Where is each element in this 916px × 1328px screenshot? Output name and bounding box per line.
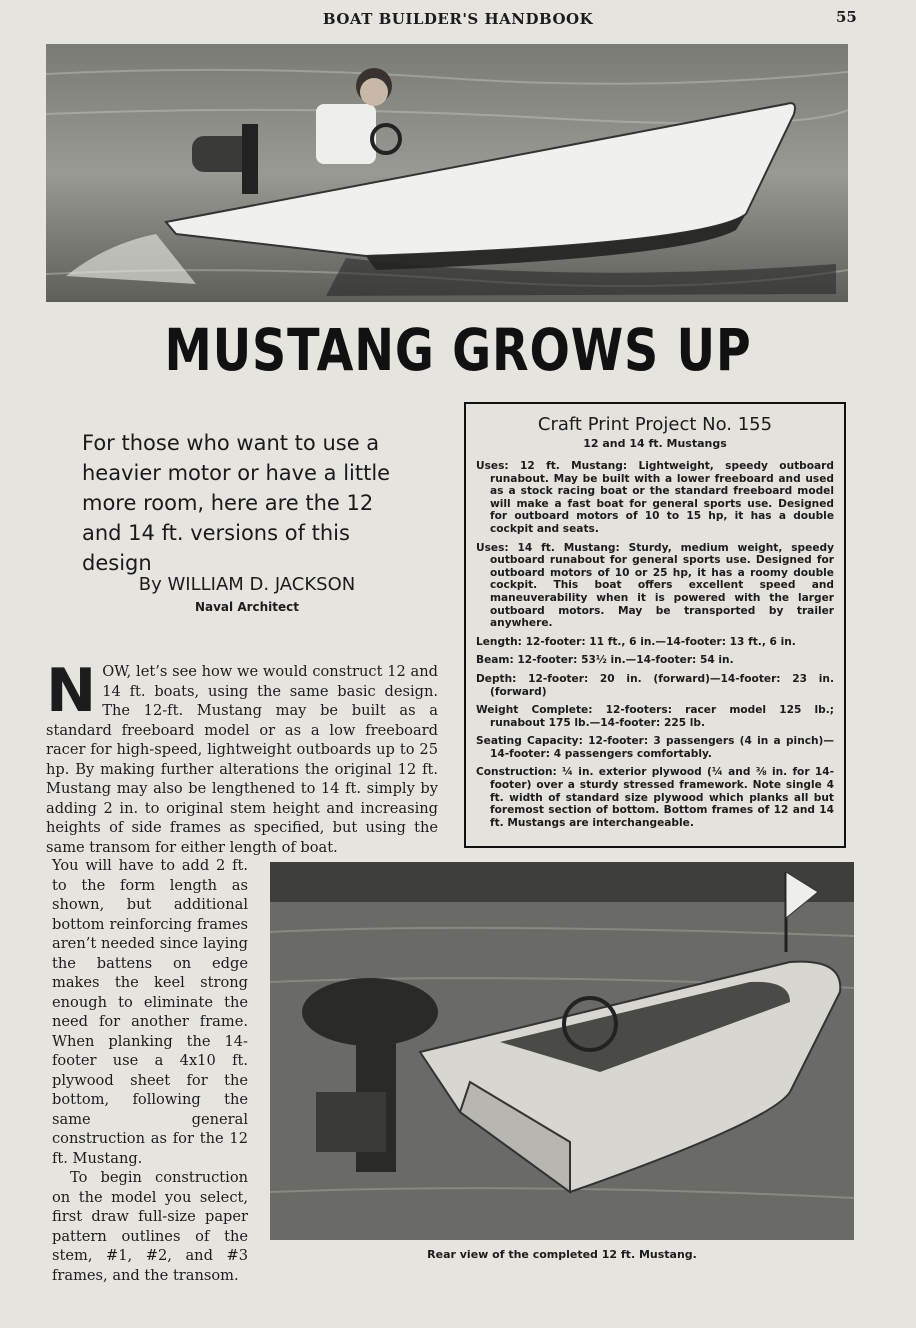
spec-entry-length: Length: 12-footer: 11 ft., 6 in.—14-footer: 13 ft., 6 in. <box>476 635 796 648</box>
headline: MUSTANG GROWS UP <box>164 316 752 384</box>
drop-cap: N <box>46 656 97 726</box>
body-text-left-column <box>52 856 248 1285</box>
paragraph-1-continued: You will have to add 2 ft. to the form length as shown, but additional bottom reinforcing frames aren’t needed since laying the battens on edge makes the keel strong enough to eliminate the need for another frame. When planking the 14-footer use a 4x10 ft. plywood sheet for the bottom, following the same general construction as for the 12 ft. Mustang. <box>52 857 248 1167</box>
paragraph-2: To begin construction on the model you select, first draw full-size paper pattern outlines of the stem, #1, #2, and #3 frames, and the transom. <box>52 1169 248 1284</box>
spec-entry-uses-12: Uses: 12 ft. Mustang: Lightweight, speedy outboard runabout. May be built with a lower freeboard and used as a stock racing boat or the standard freeboard model will make a fast boat for general sports use. Designed for outboard motors of 10 to 15 hp, it has a double cockpit and seats. <box>476 460 834 535</box>
running-head: BOAT BUILDER'S HANDBOOK <box>322 10 594 28</box>
photo-caption: Rear view of the completed 12 ft. Mustang. <box>427 1248 697 1261</box>
spec-entry-seating: Seating Capacity: 12-footer: 3 passengers (4 in a pinch)—14-footer: 4 passengers comfortably. <box>476 735 834 760</box>
boat-rear-view-photo <box>270 862 854 1240</box>
spec-subtitle: 12 and 14 ft. Mustangs <box>583 437 727 450</box>
spec-entry-depth: Depth: 12-footer: 20 in. (forward)—14-footer: 23 in. (forward) <box>476 672 834 698</box>
spec-box <box>464 402 846 848</box>
spec-entry-weight: Weight Complete: 12-footers: racer model 125 lb.; runabout 175 lb.—14-footer: 225 lb. <box>476 704 834 729</box>
spec-entry-beam: Beam: 12-footer: 53½ in.—14-footer: 54 in. <box>476 654 734 667</box>
spec-entry-uses-14: Uses: 14 ft. Mustang: Sturdy, medium weight, speedy outboard runabout for general sports use. Designed for outboard motors of 10 or 25 hp, it has a roomy double cockpit. This boat offers excellent speed and maneuverability when it is powered with the larger outboard motors. May be transported by trailer anywhere. <box>476 541 834 630</box>
spec-title: Craft Print Project No. 155 <box>537 414 773 435</box>
spec-entry-construction: Construction: ¼ in. exterior plywood (¼ and ⅜ in. for 14-footer) over a sturdy stressed framework. Note single 4 ft. width of standard size plywood which planks all but foremost section of bottom. Bottom frames of 12 and 14 ft. Mustangs are interchangeable. <box>476 766 834 829</box>
byline: By WILLIAM D. JACKSON <box>138 574 356 595</box>
byline-title: Naval Architect <box>194 600 300 614</box>
boat-action-photo <box>46 44 848 302</box>
body-text-top <box>46 656 438 857</box>
page-number: 55 <box>836 8 857 26</box>
paragraph-1: OW, let’s see how we would construct 12 and 14 ft. boats, using the same basic design. The 12-ft. Mustang may be built as a standard freeboard model or as a low freeboard racer for high-speed, lightweight outboards up to 25 hp. By making further alterations the original 12 ft. Mustang may also be lengthened to 14 ft. simply by adding 2 in. to original stem height and increasing heights of side frames as specified, but using the same transom for either length of boat. <box>46 663 438 856</box>
deck: For those who want to use a heavier motor or have a little more room, here are the 12 and 14 ft. versions of this design <box>82 431 391 575</box>
